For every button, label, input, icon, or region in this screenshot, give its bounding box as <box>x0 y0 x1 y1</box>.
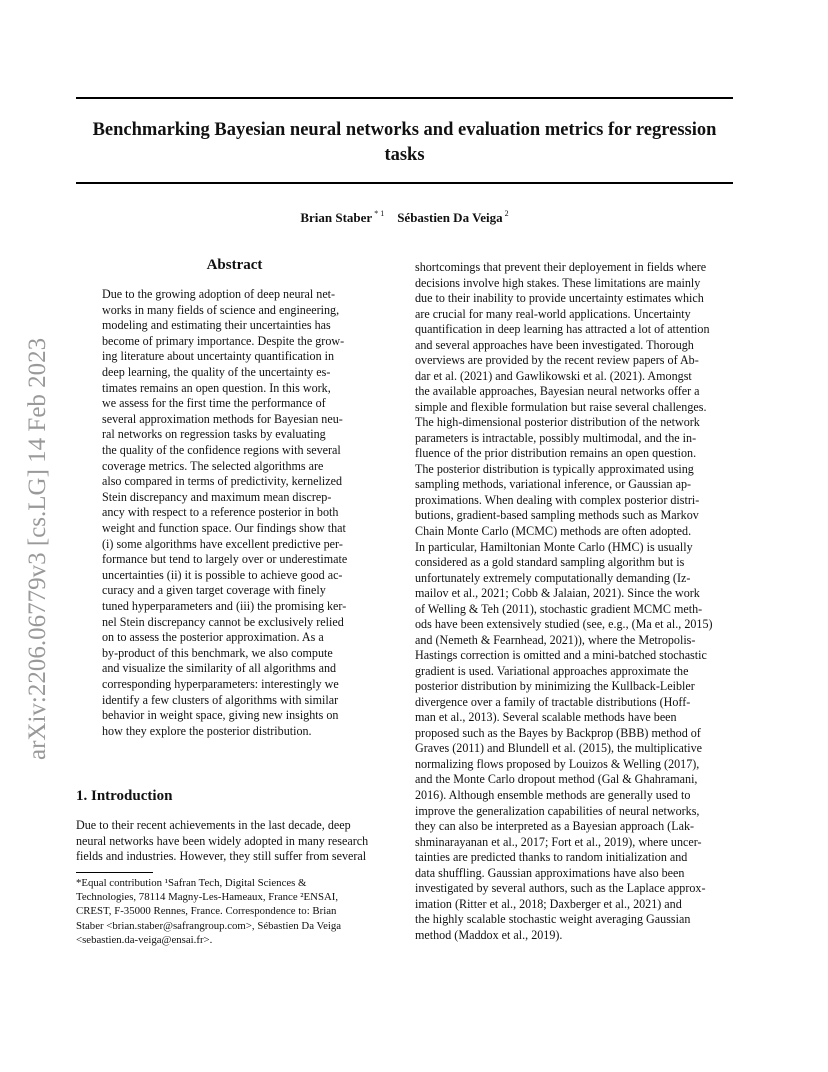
title-bottom-rule <box>76 182 733 184</box>
title-line-1: Benchmarking Bayesian neural networks and evaluation metrics for regression <box>92 120 717 140</box>
body-text-line: fluence of the prior distribution remains an open question. <box>415 446 697 461</box>
body-text-line: proposed such as the Bayes by Backprop (BBB) method of <box>415 725 701 740</box>
abstract-line: and visualize the similarity of all algorithms and <box>102 661 337 676</box>
abstract-line: ing literature about uncertainty quantification in <box>102 349 335 364</box>
abstract-line: curacy and a given target coverage with finely <box>102 583 326 598</box>
abstract-line: weight and function space. Our findings show that <box>102 521 346 535</box>
arxiv-identifier: arXiv:2206.06779v3 [cs.LG] 14 Feb 2023 <box>24 337 51 760</box>
body-text-line: the highly scalable stochastic weight averaging Gaussian <box>415 912 691 927</box>
body-text-line: Graves (2011) and Blundell et al. (2015), the multiplicative <box>415 741 703 756</box>
abstract-line: Due to the growing adoption of deep neural net- <box>102 287 336 301</box>
author-affiliation-mark: * 1 <box>374 209 385 218</box>
body-text-line: method (Maddox et al., 2019). <box>415 927 563 942</box>
abstract-line: several approximation methods for Bayesian neu- <box>102 411 343 426</box>
paper-title <box>76 118 733 168</box>
footnote-line: <sebastien.da-veiga@ensai.fr>. <box>76 933 213 946</box>
abstract-line: nel Stein discrepancy cannot be exclusively relied <box>102 614 344 629</box>
body-text-line: and (Nemeth & Fearnhead, 2021)), where the Metropolis- <box>415 632 696 647</box>
body-text-line: quantification in deep learning has attracted a lot of attention <box>415 322 710 337</box>
author-list <box>76 209 733 226</box>
body-text-line: 2016). Although ensemble methods are generally used to <box>415 788 691 803</box>
title-line-2: tasks <box>384 145 425 165</box>
abstract-line: identify a few clusters of algorithms with similar <box>102 692 339 707</box>
abstract-line: corresponding hyperparameters: interestingly we <box>102 677 339 691</box>
body-text-line: investigated by several authors, such as the Laplace approx- <box>415 881 706 896</box>
footnote-line: Technologies, 78114 Magny-Les-Hameaux, France ²ENSAI, <box>76 891 339 904</box>
introduction-line: Due to their recent achievements in the last decade, deep <box>76 818 351 832</box>
introduction-line: fields and industries. However, they still suffer from several <box>76 849 367 864</box>
abstract-line: how they explore the posterior distribution. <box>102 723 312 738</box>
abstract-line: tuned hyperparameters and (iii) the promising ker- <box>102 599 347 613</box>
body-text-line: imation (Ritter et al., 2018; Daxberger et al., 2021) and <box>415 896 682 911</box>
body-text-line: sampling methods, variational inference, or Gaussian ap- <box>415 477 692 492</box>
body-text-line: due to their inability to provide uncertainty estimates which <box>415 291 704 306</box>
body-text-line: considered as a gold standard sampling algorithm but is <box>415 555 685 570</box>
abstract-line: ancy with respect to a reference posterior in both <box>102 505 339 520</box>
abstract-line: works in many fields of science and engineering, <box>102 302 340 317</box>
body-text-line: mailov et al., 2021; Cobb & Jalaian, 2021). Since the work <box>415 586 700 601</box>
abstract-line: uncertainties (ii) it is possible to achieve good ac- <box>102 567 343 582</box>
abstract-heading: Abstract <box>206 257 263 273</box>
abstract-line: behavior in weight space, giving new insights on <box>102 708 339 723</box>
body-text-line: and several approaches have been investigated. Thorough <box>415 337 694 352</box>
introduction-line: neural networks have been widely adopted in many research <box>76 833 369 848</box>
abstract-line: become of primary importance. Despite the grow- <box>102 333 345 348</box>
footnote-line: *Equal contribution ¹Safran Tech, Digital Sciences & <box>76 877 307 889</box>
abstract-line: deep learning, the quality of the uncertainty es- <box>102 365 331 379</box>
abstract-line: the quality of the confidence regions with several <box>102 443 341 457</box>
footnote-line: CREST, F-35000 Rennes, France. Correspondence to: Brian <box>76 905 337 918</box>
body-text-line: they can also be interpreted as a Bayesian approach (Lak- <box>415 819 695 834</box>
body-text-line: The posterior distribution is typically approximated using <box>415 461 694 476</box>
body-text-line: of Welling & Teh (2011), stochastic gradient MCMC meth- <box>415 601 703 616</box>
body-text-line: posterior distribution by minimizing the Kullback-Leibler <box>415 679 695 694</box>
abstract-line: formance but tend to largely over or underestimate <box>102 552 348 567</box>
body-text-line: dar et al. (2021) and Gawlikowski et al. (2021). Amongst <box>415 368 692 383</box>
body-text-line: proximations. When dealing with complex posterior distri- <box>415 492 700 507</box>
body-text-line: improve the generalization capabilities of neural networks, <box>415 803 700 818</box>
footnote-rule <box>76 872 153 873</box>
body-text-line: In particular, Hamiltonian Monte Carlo (HMC) is usually <box>415 539 693 554</box>
body-text-line: parameters is intractable, possibly multimodal, and the in- <box>415 430 697 445</box>
abstract-line: Stein discrepancy and maximum mean discrep- <box>102 489 332 504</box>
abstract-line: modeling and estimating their uncertainties has <box>102 318 331 333</box>
author-name: Brian Staber <box>300 210 373 225</box>
body-text-line: are crucial for many real-world applications. Uncertainty <box>415 306 691 321</box>
body-text-line: Hastings correction is omitted and a mini-batched stochastic <box>415 648 707 663</box>
body-text-line: butions, gradient-based sampling methods such as Markov <box>415 508 699 523</box>
body-text-line: ods have been extensively studied (see, e.g., (Ma et al., 2015) <box>415 617 713 632</box>
abstract-line: by-product of this benchmark, we also compute <box>102 645 333 660</box>
body-text-line: tainties are predicted thanks to random initialization and <box>415 850 688 865</box>
body-text-line: divergence over a family of tractable distributions (Hoff- <box>415 694 691 709</box>
abstract-line: timates remains an open question. In this work, <box>102 380 331 395</box>
abstract-line: on to assess the posterior approximation. As a <box>102 630 324 645</box>
body-text-line: The high-dimensional posterior distribution of the network <box>415 415 700 430</box>
abstract-line: also compared in terms of predictivity, kernelized <box>102 474 342 489</box>
body-text-line: shortcomings that prevent their deployement in fields where <box>415 260 707 274</box>
body-text-line: gradient is used. Variational approaches approximate the <box>415 663 689 678</box>
body-text-line: Chain Monte Carlo (MCMC) methods are often adopted. <box>415 524 692 538</box>
body-text-line: unfortunately extremely computationally demanding (Iz- <box>415 570 691 585</box>
abstract-line: ral networks on regression tasks by evaluating <box>102 427 326 442</box>
body-text-line: the available approaches, Bayesian neural networks offer a <box>415 384 700 399</box>
body-text-line: overviews are provided by the recent review papers of Ab- <box>415 353 699 368</box>
body-text-line: shminarayanan et al., 2017; Fort et al., 2019), where uncer- <box>415 834 702 849</box>
footnote-line: Staber <brian.staber@safrangroup.com>, Sébastien Da Veiga <box>76 919 342 932</box>
author-affiliation-mark: 2 <box>504 209 509 218</box>
body-text-line: decisions involve high stakes. These limitations are mainly <box>415 275 701 290</box>
section-heading-introduction: 1. Introduction <box>76 788 173 804</box>
abstract-line: (i) some algorithms have excellent predictive per- <box>102 536 343 551</box>
abstract-line: coverage metrics. The selected algorithms are <box>102 458 324 473</box>
body-text-line: and the Monte Carlo dropout method (Gal & Ghahramani, <box>415 772 698 787</box>
author-name: Sébastien Da Veiga <box>397 210 503 225</box>
body-text-line: normalizing flows proposed by Louizos & Welling (2017), <box>415 756 700 771</box>
body-text-line: data shuffling. Gaussian approximations have also been <box>415 865 685 880</box>
body-text-line: simple and flexible formulation but raise several challenges. <box>415 399 707 414</box>
title-top-rule <box>76 97 733 99</box>
body-text-line: man et al., 2013). Several scalable methods have been <box>415 710 677 725</box>
abstract-line: we assess for the first time the performance of <box>102 396 326 411</box>
